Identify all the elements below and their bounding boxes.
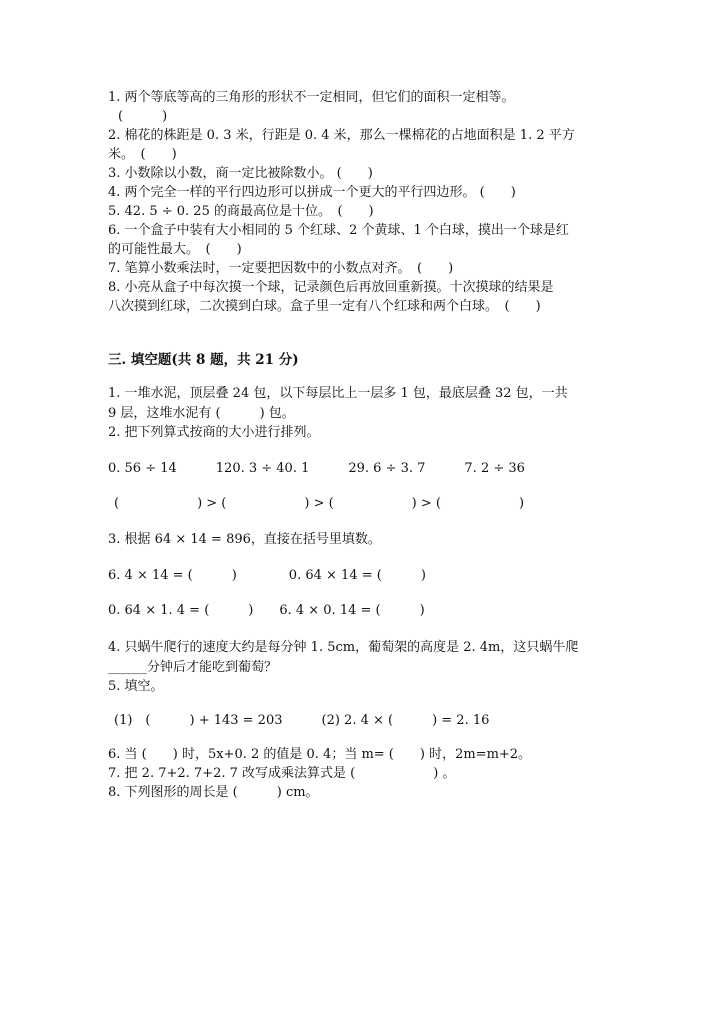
fill-q3-row1: 6. 4 × 14 = ( ) 0. 64 × 14 = ( ) <box>108 568 426 583</box>
judgement-q8-line2: 八次摸到红球，二次摸到白球。盒子里一定有八个红球和两个白球。 ( ) <box>108 299 541 314</box>
judgement-q4: 4. 两个完全一样的平行四边形可以拼成一个更大的平行四边形。 ( ) <box>108 185 516 200</box>
fill-q1-line1: 1. 一堆水泥，顶层叠 24 包，以下每层比上一层多 1 包，最底层叠 32 包，一共 <box>108 386 568 401</box>
judgement-q6-line1: 6. 一个盒子中装有大小相同的 5 个红球、2 个黄球、1 个白球，摸出一个球是红 <box>108 223 569 238</box>
fill-q4-line1: 4. 只蜗牛爬行的速度大约是每分钟 1. 5cm，葡萄架的高度是 2. 4m，这只蜗牛爬 <box>108 640 579 655</box>
judgement-q6-line2: 的可能性最大。 ( ) <box>108 242 242 257</box>
judgement-q5: 5. 42. 5 ÷ 0. 25 的商最高位是十位。 ( ) <box>108 204 374 219</box>
fill-q4-line2: ______分钟后才能吃到葡萄？ <box>108 660 278 675</box>
fill-q8: 8. 下列图形的周长是 ( ) cm。 <box>108 785 319 800</box>
judgement-q1: 1. 两个等底等高的三角形的形状不一定相同，但它们的面积一定相等。 <box>108 90 515 105</box>
fill-q2-expressions: 0. 56 ÷ 14 120. 3 ÷ 40. 1 29. 6 ÷ 3. 7 7. 2 ÷ 36 <box>108 461 525 476</box>
judgement-q2-line1: 2. 棉花的株距是 0. 3 米，行距是 0. 4 米，那么一棵棉花的占地面积是 1. 2 平方 <box>108 128 575 143</box>
judgement-q3: 3. 小数除以小数，商一定比被除数小。 ( ) <box>108 166 373 181</box>
fill-q3: 3. 根据 64 × 14 = 896，直接在括号里填数。 <box>108 532 381 547</box>
section-title: 三. 填空题(共 8 题，共 21 分) <box>108 352 299 368</box>
fill-q3-row2: 0. 64 × 1. 4 = ( ) 6. 4 × 0. 14 = ( ) <box>108 603 425 618</box>
fill-q7: 7. 把 2. 7+2. 7+2. 7 改写成乘法算式是 ( ) 。 <box>108 766 456 781</box>
judgement-q7: 7. 笔算小数乘法时，一定要把因数中的小数点对齐。 ( ) <box>108 261 454 276</box>
fill-q5: 5. 填空。 <box>108 679 164 694</box>
fill-q1-line2: 9 层，这堆水泥有 ( ) 包。 <box>108 406 295 421</box>
judgement-q1-blank: ( ) <box>118 109 168 124</box>
fill-q2-order: ( ) > ( ) > ( ) > ( ) <box>114 496 525 511</box>
judgement-q8-line1: 8. 小亮从盒子中每次摸一个球，记录颜色后再放回重新摸。十次摸球的结果是 <box>108 280 554 295</box>
fill-q6: 6. 当 ( ) 时，5x+0. 2 的值是 0. 4；当 m= ( ) 时，2m=m+2。 <box>108 747 532 762</box>
judgement-q2-line2: 米。 ( ) <box>108 147 177 162</box>
fill-q2: 2. 把下列算式按商的大小进行排列。 <box>108 425 320 440</box>
fill-q5-row: (1) ( ) + 143 = 203 (2) 2. 4 × ( ) = 2. 16 <box>114 713 490 728</box>
